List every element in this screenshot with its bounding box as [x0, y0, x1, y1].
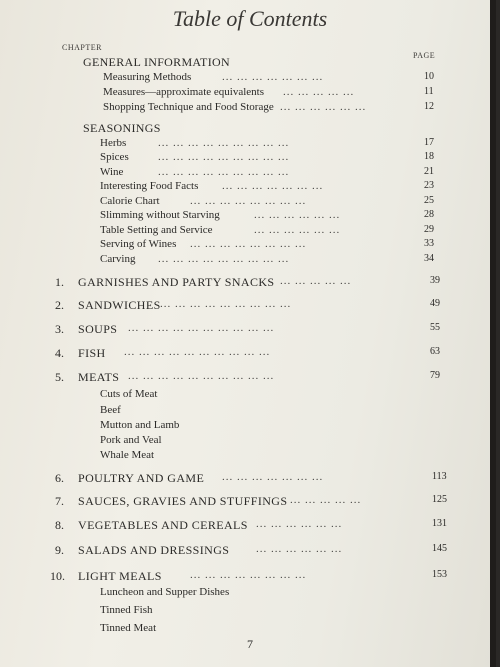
leader-dots: ... ... ... ... ... ... ... ... ... ...: [128, 322, 275, 334]
chapter-number: 1.: [55, 275, 64, 289]
chapter-header: CHAPTER: [62, 43, 102, 52]
chapter-page: 145: [432, 543, 447, 554]
leader-dots: ... ... ... ... ... ... ... ... ...: [158, 151, 290, 163]
leader-dots: ... ... ... ... ... ... ... ...: [190, 569, 307, 581]
entry-page: 11: [424, 86, 434, 97]
leader-dots: ... ... ... ... ... ... ...: [222, 71, 324, 83]
chapter-entry: [0, 518, 496, 536]
toc-entry: [0, 253, 496, 271]
leader-dots: ... ... ... ... ... ... ... ...: [190, 195, 307, 207]
chapter-number: 6.: [55, 471, 64, 485]
subentry: Whale Meat: [100, 449, 155, 461]
chapter-number: 10.: [50, 569, 65, 583]
leader-dots: ... ... ... ... ... ... ... ... ... ...: [124, 346, 271, 358]
entry-label: Serving of Wines: [100, 238, 177, 250]
chapter-number: 4.: [55, 346, 64, 360]
entry-label: Calorie Chart: [100, 195, 160, 207]
entry-label: Interesting Food Facts: [100, 180, 199, 192]
chapter-label: LIGHT MEALS: [78, 569, 162, 583]
entry-page: 21: [424, 166, 434, 177]
chapter-entry: [0, 494, 496, 512]
chapter-label: POULTRY AND GAME: [78, 471, 205, 485]
entry-page: 23: [424, 180, 434, 191]
page-edge-shadow: [490, 0, 496, 667]
leader-dots: ... ... ... ... ... ...: [256, 518, 343, 530]
subentry: Luncheon and Supper Dishes: [100, 586, 230, 598]
chapter-label: SALADS AND DRESSINGS: [78, 543, 230, 557]
general-information-heading: GENERAL INFORMATION: [83, 55, 230, 69]
entry-page: 17: [424, 137, 434, 148]
entry-page: 10: [424, 71, 434, 82]
entry-page: 34: [424, 253, 434, 264]
seasonings-heading: SEASONINGS: [83, 121, 161, 135]
leader-dots: ... ... ... ... ... ... ... ...: [190, 238, 307, 250]
entry-page: 29: [424, 224, 434, 235]
chapter-number: 7.: [55, 494, 64, 508]
subentry: Tinned Fish: [100, 604, 153, 616]
chapter-page: 55: [430, 322, 440, 333]
subentry: Beef: [100, 404, 121, 416]
leader-dots: ... ... ... ... ... ... ... ... ...: [158, 253, 290, 265]
chapter-page: 125: [432, 494, 447, 505]
toc-entry: [0, 101, 496, 119]
chapter-page: 63: [430, 346, 440, 357]
chapter-number: 9.: [55, 543, 64, 557]
leader-dots: ... ... ... ... ... ... ...: [222, 471, 324, 483]
chapter-entry: [0, 471, 496, 489]
chapter-entry: [0, 275, 496, 293]
page-title: Table of Contents: [172, 6, 328, 31]
entry-label: Herbs: [100, 137, 127, 149]
entry-page: 12: [424, 101, 434, 112]
leader-dots: ... ... ... ... ...: [290, 494, 362, 506]
entry-page: 18: [424, 151, 434, 162]
chapter-label: SANDWICHES: [78, 298, 161, 312]
entry-label: Carving: [100, 253, 136, 265]
chapter-page: 79: [430, 370, 440, 381]
chapter-entry: [0, 298, 496, 316]
chapter-page: 113: [432, 471, 447, 482]
page-header: PAGE: [413, 51, 436, 60]
chapter-label: SAUCES, GRAVIES AND STUFFINGS: [78, 494, 288, 508]
chapter-number: 5.: [55, 370, 64, 384]
leader-dots: ... ... ... ... ... ... ...: [222, 180, 324, 192]
leader-dots: ... ... ... ... ... ... ... ... ...: [160, 298, 292, 310]
leader-dots: ... ... ... ... ... ...: [280, 101, 367, 113]
chapter-page: 153: [432, 569, 447, 580]
entry-label: Measures—approximate equivalents: [103, 86, 264, 98]
chapter-entry: [0, 322, 496, 340]
chapter-number: 2.: [55, 298, 64, 312]
entry-label: Slimming without Starving: [100, 209, 220, 221]
leader-dots: ... ... ... ... ... ...: [254, 224, 341, 236]
entry-label: Wine: [100, 166, 124, 178]
leader-dots: ... ... ... ... ... ... ... ... ...: [158, 137, 290, 149]
chapter-label: VEGETABLES AND CEREALS: [78, 518, 248, 532]
leader-dots: ... ... ... ... ... ...: [256, 543, 343, 555]
subentry: Pork and Veal: [100, 434, 162, 446]
entry-page: 28: [424, 209, 434, 220]
leader-dots: ... ... ... ... ... ... ... ... ...: [158, 166, 290, 178]
subentry: Mutton and Lamb: [100, 419, 180, 431]
chapter-page: 39: [430, 275, 440, 286]
chapter-label: GARNISHES AND PARTY SNACKS: [78, 275, 275, 289]
chapter-number: 3.: [55, 322, 64, 336]
chapter-label: SOUPS: [78, 322, 118, 336]
chapter-entry: [0, 370, 496, 388]
chapter-entry: [0, 569, 496, 587]
entry-label: Measuring Methods: [103, 71, 192, 83]
entry-label: Shopping Technique and Food Storage: [103, 101, 274, 113]
leader-dots: ... ... ... ... ...: [283, 86, 355, 98]
chapter-label: FISH: [78, 346, 106, 360]
subentry: Tinned Meat: [100, 622, 157, 634]
page-number: 7: [247, 637, 253, 651]
entry-page: 33: [424, 238, 434, 249]
subentry: Cuts of Meat: [100, 388, 158, 400]
chapter-number: 8.: [55, 518, 64, 532]
chapter-page: 49: [430, 298, 440, 309]
entry-page: 25: [424, 195, 434, 206]
leader-dots: ... ... ... ... ... ...: [254, 209, 341, 221]
entry-label: Table Setting and Service: [100, 224, 213, 236]
entry-label: Spices: [100, 151, 129, 163]
chapter-entry: [0, 346, 496, 364]
chapter-label: MEATS: [78, 370, 120, 384]
leader-dots: ... ... ... ... ...: [280, 275, 352, 287]
chapter-page: 131: [432, 518, 447, 529]
leader-dots: ... ... ... ... ... ... ... ... ... ...: [128, 370, 275, 382]
chapter-entry: [0, 543, 496, 561]
